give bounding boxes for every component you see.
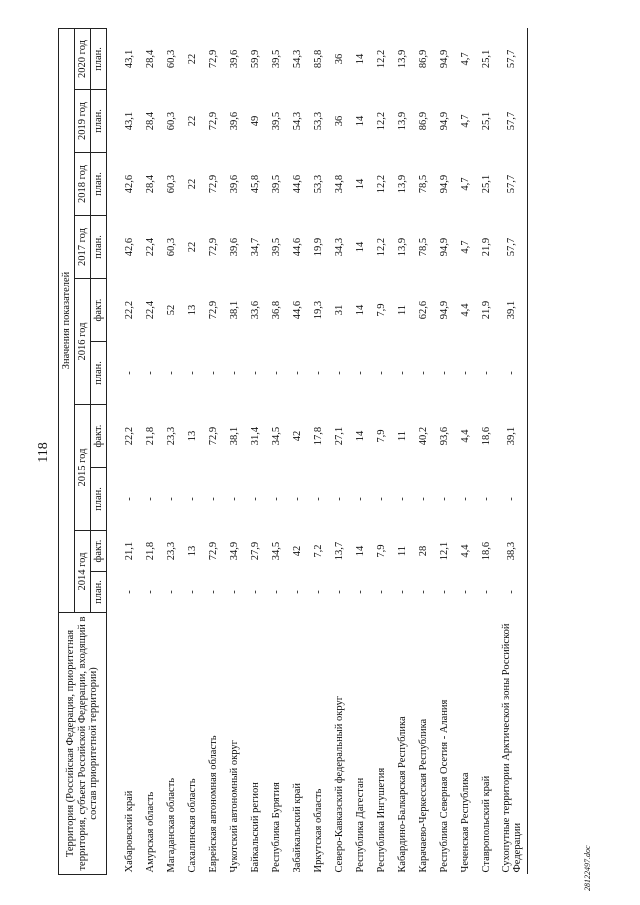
indicator-value: -	[480, 590, 492, 594]
indicator-value: -	[186, 371, 198, 375]
indicator-value: 54,3	[291, 111, 303, 131]
indicator-value: -	[270, 371, 282, 375]
indicator-value: 36	[333, 53, 345, 65]
table-row	[329, 28, 350, 874]
indicator-value: 42	[291, 430, 303, 442]
indicator-value: -	[123, 590, 135, 594]
indicator-value: 42,6	[123, 237, 135, 257]
indicator-value: 33,6	[249, 300, 261, 320]
indicator-value: -	[144, 371, 156, 375]
indicator-value: -	[291, 371, 303, 375]
table-row	[266, 28, 287, 874]
indicator-value: 21,8	[144, 426, 156, 446]
indicator-value: -	[354, 590, 366, 594]
indicator-value: -	[375, 497, 387, 501]
indicator-value: -	[123, 497, 135, 501]
indicator-value: -	[480, 371, 492, 375]
indicator-value: -	[396, 371, 408, 375]
indicator-value: 42	[291, 545, 303, 557]
territory-name: Магаданская область	[166, 777, 177, 873]
indicator-value: 36,8	[270, 300, 282, 320]
year-header-2020: 2020 год	[75, 28, 91, 89]
plan-header: план.	[91, 90, 107, 153]
indicator-value: -	[375, 371, 387, 375]
territory-name: Республика Бурятия	[271, 782, 282, 873]
indicator-value: 13	[186, 304, 198, 316]
territory-name: Чукотский автономный округ	[229, 740, 240, 873]
indicator-value: -	[291, 497, 303, 501]
indicator-value: 43,1	[123, 111, 135, 131]
indicator-value: 94,9	[438, 300, 450, 320]
indicator-value: 22,2	[123, 300, 135, 320]
indicator-value: 21,9	[480, 237, 492, 257]
page-number: 118	[36, 442, 51, 463]
indicator-value: 72,9	[207, 300, 219, 320]
indicator-value: 12,2	[375, 49, 387, 69]
indicator-value: -	[396, 590, 408, 594]
indicator-value: 38,1	[228, 300, 240, 320]
indicator-value: 72,9	[207, 237, 219, 257]
indicator-value: 13,9	[396, 237, 408, 257]
territory-name: Северо-Кавказский федеральный округ	[334, 695, 345, 873]
indicators-header: Значения показателей	[59, 28, 75, 612]
plan-header: план.	[91, 28, 107, 89]
indicator-value: -	[207, 590, 219, 594]
indicator-value: 60,3	[165, 49, 177, 69]
territory-name: Республика Дагестан	[355, 777, 366, 873]
territory-name: Ставропольский край	[481, 775, 492, 873]
table-row	[413, 28, 434, 874]
indicator-value: 13,7	[333, 541, 345, 561]
indicator-value: 94,9	[438, 237, 450, 257]
indicator-value: 12,2	[375, 111, 387, 131]
document-code: 28122497.doc	[583, 845, 592, 891]
indicator-value: -	[459, 497, 471, 501]
plan-header: план.	[91, 216, 107, 279]
plan-header: план.	[91, 572, 107, 613]
territory-name: Еврейская автономная область	[208, 735, 219, 873]
plan-header: план.	[91, 342, 107, 405]
territory-name: Чеченская Республика	[460, 772, 471, 873]
indicator-value: 39,1	[497, 405, 528, 468]
indicator-value: -	[228, 371, 240, 375]
indicator-value: 36	[333, 115, 345, 127]
indicator-value: 28,4	[144, 174, 156, 194]
territory-name: Амурская область	[145, 791, 156, 873]
indicator-value: -	[249, 590, 261, 594]
indicator-value: 54,3	[291, 49, 303, 69]
territory-name: Забайкальский край	[292, 782, 303, 873]
table-row	[161, 28, 182, 874]
indicator-value: -	[228, 497, 240, 501]
indicator-value: 34,3	[333, 237, 345, 257]
territory-name: Сухопутные территории Арктической зоны Российской Федерации	[497, 613, 528, 875]
indicator-value: 52	[165, 304, 177, 316]
indicator-value: 4,4	[459, 429, 471, 443]
territory-name: Карачаево-Черкесская Республика	[418, 718, 429, 873]
indicator-value: -	[270, 590, 282, 594]
year-header-2015: 2015 год	[75, 405, 91, 531]
indicator-value: 14	[354, 178, 366, 190]
table-row	[497, 28, 528, 874]
indicator-value: -	[438, 497, 450, 501]
indicator-value: -	[207, 371, 219, 375]
indicator-value: 4,4	[459, 544, 471, 558]
indicator-value: -	[312, 371, 324, 375]
indicator-value: 44,6	[291, 237, 303, 257]
indicator-value: 59,9	[249, 49, 261, 69]
indicator-value: 53,3	[312, 111, 324, 131]
indicator-value: -	[396, 497, 408, 501]
indicator-value: 43,1	[123, 49, 135, 69]
fact-header: факт.	[91, 531, 107, 572]
indicator-value: -	[165, 590, 177, 594]
indicator-value: 39,6	[228, 237, 240, 257]
indicator-value: 22	[186, 115, 198, 127]
table-row	[287, 28, 308, 874]
indicator-value: -	[291, 590, 303, 594]
table-row	[392, 28, 413, 874]
indicator-value: -	[375, 590, 387, 594]
indicator-value: 4,7	[459, 114, 471, 128]
indicator-value: -	[312, 590, 324, 594]
indicator-value: 38,1	[228, 426, 240, 446]
indicator-value: 7,2	[312, 544, 324, 558]
indicator-value: 38,3	[497, 531, 528, 572]
indicator-value: 94,9	[438, 111, 450, 131]
indicator-value: 7,9	[375, 429, 387, 443]
year-header-2017: 2017 год	[75, 216, 91, 279]
indicator-value: 12,2	[375, 237, 387, 257]
indicator-value: -	[417, 590, 429, 594]
indicator-value: 14	[354, 241, 366, 253]
indicator-value: 44,6	[291, 174, 303, 194]
table-row	[224, 28, 245, 874]
territory-name: Республика Ингушетия	[376, 767, 387, 873]
indicator-value: 13,9	[396, 174, 408, 194]
indicator-value: 14	[354, 304, 366, 316]
indicator-value: -	[459, 590, 471, 594]
indicator-value: -	[165, 371, 177, 375]
indicator-value: -	[333, 371, 345, 375]
year-header-2018: 2018 год	[75, 153, 91, 216]
territory-name: Байкальский регион	[250, 782, 261, 873]
indicator-value: -	[249, 497, 261, 501]
indicator-value: 25,1	[480, 49, 492, 69]
indicator-value: 4,4	[459, 303, 471, 317]
indicator-value: 21,9	[480, 300, 492, 320]
indicator-value: 22	[186, 178, 198, 190]
year-header-2019: 2019 год	[75, 90, 91, 153]
year-header-2014: 2014 год	[75, 531, 91, 613]
indicator-value: -	[144, 497, 156, 501]
indicator-value: 94,9	[438, 49, 450, 69]
indicator-value: 72,9	[207, 174, 219, 194]
year-header-2016: 2016 год	[75, 279, 91, 405]
indicator-value: 57,7	[497, 28, 528, 89]
indicator-value: -	[249, 371, 261, 375]
indicator-value: -	[165, 497, 177, 501]
indicator-value: 28,4	[144, 49, 156, 69]
table-body	[107, 28, 528, 874]
indicator-value: 12,1	[438, 541, 450, 561]
table-row	[476, 28, 497, 874]
indicator-value: -	[417, 371, 429, 375]
indicator-value: 14	[354, 53, 366, 65]
indicator-value: -	[186, 590, 198, 594]
indicator-value: -	[459, 371, 471, 375]
indicator-value: 39,6	[228, 49, 240, 69]
indicator-value: 19,9	[312, 237, 324, 257]
table-row	[434, 28, 455, 874]
indicator-value: -	[480, 497, 492, 501]
indicator-value: -	[417, 497, 429, 501]
indicator-value: 13,9	[396, 49, 408, 69]
indicator-value: 22,2	[123, 426, 135, 446]
indicator-value: 13	[186, 430, 198, 442]
territory-name: Кабардино-Балкарская Республика	[397, 716, 408, 873]
indicator-value: 12,2	[375, 174, 387, 194]
indicator-value: 22	[186, 53, 198, 65]
indicator-value: 21,8	[144, 541, 156, 561]
header-spacer	[107, 28, 120, 874]
indicator-value: 34,5	[270, 541, 282, 561]
indicator-value: 27,1	[333, 426, 345, 446]
indicator-value: -	[228, 590, 240, 594]
indicator-value: 25,1	[480, 111, 492, 131]
indicator-value: 13	[186, 545, 198, 557]
indicator-value: 60,3	[165, 174, 177, 194]
indicator-value: 72,9	[207, 49, 219, 69]
plan-header: план.	[91, 468, 107, 531]
indicator-value: 14	[354, 115, 366, 127]
indicator-value: 78,5	[417, 174, 429, 194]
table-row	[119, 28, 140, 874]
indicator-value: 18,6	[480, 541, 492, 561]
indicator-value: 22	[186, 241, 198, 253]
indicator-value: 11	[396, 545, 408, 557]
indicator-value: 19,3	[312, 300, 324, 320]
indicator-value: 31	[333, 304, 345, 316]
indicator-value: 22,4	[144, 300, 156, 320]
indicator-value: -	[333, 590, 345, 594]
indicator-value: 23,3	[165, 426, 177, 446]
indicator-value: 22,4	[144, 237, 156, 257]
indicator-value: 14	[354, 545, 366, 557]
indicator-value: 57,7	[497, 90, 528, 153]
indicator-value: 4,7	[459, 177, 471, 191]
indicator-value: 85,8	[312, 49, 324, 69]
territory-name: Иркутская область	[313, 788, 324, 873]
indicator-value: 60,3	[165, 111, 177, 131]
indicator-value: 21,1	[123, 541, 135, 561]
table-row	[350, 28, 371, 874]
indicator-value: 11	[396, 430, 408, 442]
indicator-value: 4,7	[459, 52, 471, 66]
indicator-value: 34,9	[228, 541, 240, 561]
indicator-value: -	[186, 497, 198, 501]
indicator-value: 94,9	[438, 174, 450, 194]
indicator-value: 86,9	[417, 49, 429, 69]
indicator-value: -	[354, 371, 366, 375]
plan-header: план.	[91, 153, 107, 216]
indicator-value: 34,8	[333, 174, 345, 194]
indicator-value: 93,6	[438, 426, 450, 446]
indicator-value: -	[438, 590, 450, 594]
indicator-value: -	[312, 497, 324, 501]
indicator-value: -	[497, 572, 528, 613]
indicator-value: -	[144, 590, 156, 594]
indicator-value: 7,9	[375, 303, 387, 317]
indicator-value: 60,3	[165, 237, 177, 257]
indicator-value: 42,6	[123, 174, 135, 194]
indicator-value: 31,4	[249, 426, 261, 446]
indicator-value: 57,7	[497, 153, 528, 216]
indicator-value: 40,2	[417, 426, 429, 446]
indicator-value: 14	[354, 430, 366, 442]
indicator-value: 72,9	[207, 426, 219, 446]
indicator-value: 44,6	[291, 300, 303, 320]
indicator-value: 53,3	[312, 174, 324, 194]
territory-name: Хабаровский край	[124, 790, 135, 873]
indicator-value: 62,6	[417, 300, 429, 320]
indicator-value: 4,7	[459, 240, 471, 254]
indicator-value: 25,1	[480, 174, 492, 194]
indicator-value: 39,6	[228, 174, 240, 194]
indicator-value: 23,3	[165, 541, 177, 561]
indicator-value: 86,9	[417, 111, 429, 131]
indicator-value: 39,5	[270, 49, 282, 69]
table-row	[140, 28, 161, 874]
indicators-table	[58, 28, 528, 875]
indicator-value: 27,9	[249, 541, 261, 561]
indicator-value: 34,7	[249, 237, 261, 257]
indicator-value: 39,6	[228, 111, 240, 131]
indicator-value: 45,8	[249, 174, 261, 194]
indicator-value: 78,5	[417, 237, 429, 257]
indicator-value: -	[354, 497, 366, 501]
territory-name: Сахалинская область	[187, 778, 198, 873]
table-row	[308, 28, 329, 874]
indicator-value: 39,1	[497, 279, 528, 342]
indicator-value: 13,9	[396, 111, 408, 131]
territory-header: Территория (Российская Федерация, приоритетная территория, субъект Российской Федерации, входящий в состав приоритетной территории)	[59, 613, 107, 875]
indicator-value: 49	[249, 115, 261, 127]
indicator-value: -	[207, 497, 219, 501]
indicator-value: 39,5	[270, 237, 282, 257]
indicator-value: 39,5	[270, 174, 282, 194]
table-row	[182, 28, 203, 874]
indicator-value: 39,5	[270, 111, 282, 131]
indicator-value: 11	[396, 304, 408, 316]
table-row	[245, 28, 266, 874]
indicator-value: -	[497, 468, 528, 531]
indicator-value: -	[497, 342, 528, 405]
fact-header: факт.	[91, 405, 107, 468]
indicator-value: 18,6	[480, 426, 492, 446]
indicator-value: 72,9	[207, 111, 219, 131]
indicator-value: 57,7	[497, 216, 528, 279]
table-row	[371, 28, 392, 874]
indicator-value: 7,9	[375, 544, 387, 558]
fact-header: факт.	[91, 279, 107, 342]
indicator-value: 28	[417, 545, 429, 557]
indicator-value: 17,8	[312, 426, 324, 446]
indicator-value: 72,9	[207, 541, 219, 561]
territory-name: Республика Северная Осетия - Алания	[439, 699, 450, 873]
table-row	[203, 28, 224, 874]
indicator-value: -	[438, 371, 450, 375]
indicator-value: -	[270, 497, 282, 501]
table-row	[455, 28, 476, 874]
table-header	[59, 28, 107, 874]
indicator-value: -	[123, 371, 135, 375]
indicator-value: -	[333, 497, 345, 501]
indicator-value: 28,4	[144, 111, 156, 131]
indicator-value: 34,5	[270, 426, 282, 446]
